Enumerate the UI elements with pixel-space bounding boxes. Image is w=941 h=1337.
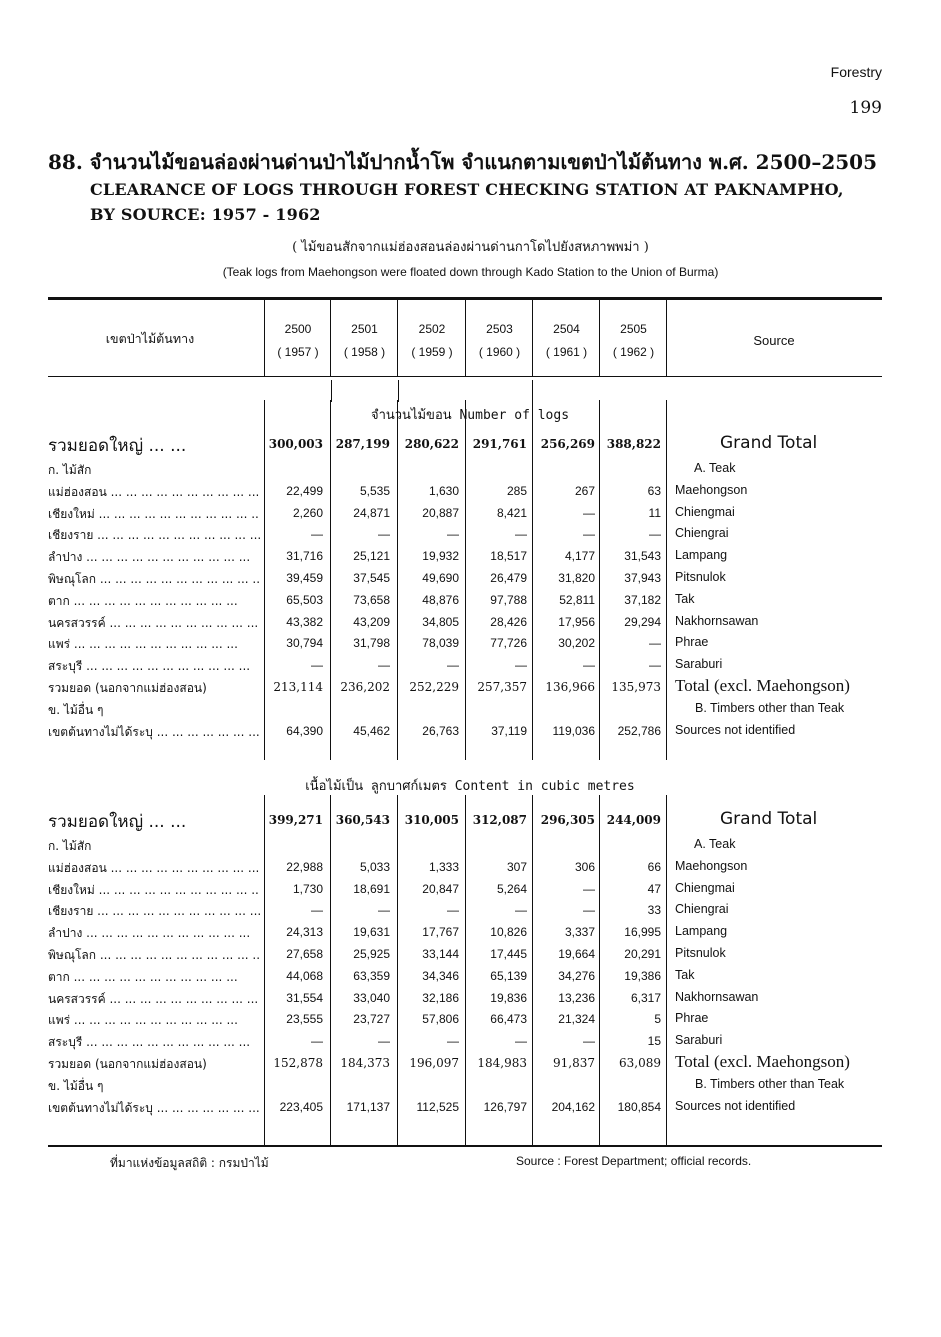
table-row (48, 431, 882, 457)
header-label-column: เขตป่าไม้ต้นทาง (105, 331, 195, 346)
cell-value: 19,386 (624, 969, 661, 983)
cell-value: 19,664 (558, 947, 595, 961)
cell-value: 5,033 (359, 860, 390, 874)
cell-value: 25,121 (353, 549, 390, 563)
cell-value: 11 (648, 506, 661, 520)
header-tick (398, 380, 399, 402)
cell-value: 184,983 (477, 1056, 527, 1070)
cell-value: 33,144 (422, 947, 459, 961)
cell-value: 204,162 (551, 1100, 595, 1114)
row-label-thai: ลำปาง ... . (48, 924, 260, 943)
header-year-be: 2501 (351, 322, 378, 336)
row-source-english: A. Teak (694, 837, 736, 851)
cell-value: 18,517 (490, 549, 527, 563)
cell-value: 37,119 (491, 724, 527, 738)
row-label-thai: แม่ฮ่องสอน ... . (48, 483, 260, 502)
cell-value: 63,359 (353, 969, 390, 983)
row-source-english: Nakhornsawan (675, 990, 759, 1004)
cell-value: 31,798 (353, 636, 390, 650)
cell-value: 64,390 (286, 724, 323, 738)
row-label-thai: ตาก ... . (48, 968, 260, 987)
cell-value: 39,459 (286, 571, 323, 585)
cell-value: — (378, 527, 390, 541)
row-label-thai: เชียงใหม่ ... . (48, 505, 260, 524)
row-source-english: Saraburi (675, 1033, 723, 1047)
row-source-english: Sources not identified (675, 1099, 796, 1113)
cell-value: 3,337 (564, 925, 595, 939)
cell-value: 5,264 (496, 882, 527, 896)
table-row (48, 676, 882, 697)
cell-value: 34,346 (422, 969, 459, 983)
header-year-ce: ( 1959 ) (411, 345, 453, 359)
cell-value: 17,445 (490, 947, 527, 961)
table-title-english-line2: BY SOURCE: 1957 - 1962 (90, 205, 321, 224)
cell-value: — (583, 658, 595, 672)
cell-value: 4,177 (564, 549, 595, 563)
cell-value: — (583, 1034, 595, 1048)
row-source-english: Saraburi (675, 657, 723, 671)
row-label-thai: สระบุรี ... . (48, 1033, 260, 1052)
header-column-divider (532, 300, 533, 376)
row-label-thai: ข. ไม้อื่น ๆ (48, 703, 104, 717)
row-source-english: Phrae (675, 635, 709, 649)
cell-value: 22,499 (286, 484, 323, 498)
row-source-english: B. Timbers other than Teak (695, 1077, 845, 1091)
cell-value: — (515, 527, 527, 541)
row-source-english: A. Teak (694, 461, 736, 475)
cell-value: 388,822 (606, 437, 661, 451)
row-label-thai: รวมยอดใหญ่ ... ... (48, 812, 187, 832)
header-year-be: 2502 (418, 322, 446, 336)
cell-value: — (649, 658, 661, 672)
cell-value: 15 (647, 1034, 661, 1048)
row-label-thai: แพร่ ... . (48, 1011, 260, 1030)
row-label-thai: ข. ไม้อื่น ๆ (48, 1079, 104, 1093)
cell-value: 256,269 (540, 437, 595, 451)
cell-value: 399,271 (268, 813, 323, 827)
cell-value: 22,988 (286, 860, 323, 874)
cell-value: 91,837 (553, 1056, 595, 1070)
cell-value: — (311, 1034, 323, 1048)
header-year-ce: ( 1960 ) (478, 345, 521, 359)
table-row (48, 611, 882, 632)
cell-value: 49,690 (422, 571, 459, 585)
header-tick (532, 380, 533, 402)
row-source-english: Chiengmai (675, 881, 735, 895)
cell-value: 34,276 (558, 969, 595, 983)
cell-value: 310,005 (404, 813, 459, 827)
header-column-divider (264, 300, 265, 376)
row-label-thai: ลำปาง ... . (48, 548, 260, 567)
row-source-english: Lampang (675, 924, 728, 938)
table-row (48, 856, 882, 877)
cell-value: 66 (647, 860, 661, 874)
footer-source-english: Source : Forest Department; official records. (516, 1154, 752, 1168)
cell-value: 13,236 (558, 991, 595, 1005)
cell-value: 126,797 (483, 1100, 527, 1114)
row-label-thai: เชียงราย ... . (48, 902, 260, 921)
cell-value: 252,229 (409, 680, 459, 694)
cell-value: 135,973 (611, 680, 661, 694)
cell-value: 287,199 (335, 437, 390, 451)
row-label-thai: สระบุรี ... . (48, 657, 260, 676)
cell-value: 20,291 (624, 947, 661, 961)
cell-value: 280,622 (404, 437, 459, 451)
header-column-divider (599, 300, 600, 376)
row-label-thai: รวมยอด (นอกจากแม่ฮ่องสอน) (48, 1057, 207, 1071)
row-label-thai: เชียงใหม่ ... . (48, 881, 260, 900)
header-year-be: 2503 (486, 322, 513, 336)
cell-value: 112,525 (416, 1100, 459, 1114)
header-year-ce: ( 1962 ) (612, 345, 655, 359)
cell-value: — (311, 527, 323, 541)
cell-value: 23,727 (353, 1012, 390, 1026)
table-title-thai: 88. จำนวนไม้ขอนล่องผ่านด่านป่าไม้ปากน้ำโพ จำแนกตามเขตป่าไม้ต้นทาง พ.ศ. 2500–2505 (48, 150, 878, 174)
cell-value: 44,068 (286, 969, 323, 983)
cell-value: 312,087 (472, 813, 527, 827)
cell-value: 23,555 (286, 1012, 323, 1026)
cell-value: 63 (647, 484, 661, 498)
cell-value: 17,956 (558, 615, 595, 629)
row-label-thai: เชียงราย ... . (48, 526, 260, 545)
cell-value: 37,182 (624, 593, 661, 607)
row-label-thai: พิษณุโลก ... . (48, 946, 260, 965)
cell-value: 26,479 (490, 571, 527, 585)
cell-value: 21,324 (558, 1012, 595, 1026)
cell-value: — (447, 903, 459, 917)
row-source-english: Chiengmai (675, 505, 735, 519)
cell-value: 65,503 (286, 593, 323, 607)
cell-value: 29,294 (624, 615, 661, 629)
cell-value: — (583, 882, 595, 896)
row-source-english: Grand Total (720, 433, 818, 453)
cell-value: — (378, 1034, 390, 1048)
cell-value: 47 (647, 882, 661, 896)
cell-value: 257,357 (477, 680, 527, 694)
cell-value: 244,009 (606, 813, 661, 827)
table-row (48, 480, 882, 501)
row-source-english: Maehongson (675, 483, 748, 497)
row-source-english: Tak (675, 968, 695, 982)
cell-value: — (447, 658, 459, 672)
cell-value: 66,473 (490, 1012, 527, 1026)
cell-value: 1,630 (428, 484, 459, 498)
table-row (48, 502, 882, 523)
section-heading: จำนวนไม้ขอน Number of logs (370, 408, 570, 423)
cell-value: 26,763 (422, 724, 459, 738)
row-source-english: Tak (675, 592, 695, 606)
header-column-divider (397, 300, 398, 376)
table-bottom-rule (48, 1145, 882, 1147)
row-label-thai: นครสวรรค์ ... . (48, 614, 260, 633)
row-label-thai: นครสวรรค์ ... . (48, 990, 260, 1009)
header-bottom-rule (48, 376, 882, 377)
table-row (48, 834, 882, 855)
row-label-thai: พิษณุโลก ... . (48, 570, 260, 589)
cell-value: 19,836 (490, 991, 527, 1005)
cell-value: 1,730 (292, 882, 323, 896)
table-row (48, 589, 882, 610)
row-source-english: Total (excl. Maehongson) (675, 1052, 850, 1071)
cell-value: 31,554 (286, 991, 323, 1005)
cell-value: — (515, 658, 527, 672)
row-source-english: Phrae (675, 1011, 709, 1025)
cell-value: — (311, 903, 323, 917)
cell-value: 19,631 (353, 925, 390, 939)
cell-value: 33,040 (353, 991, 390, 1005)
cell-value: 24,313 (286, 925, 323, 939)
table-row (48, 965, 882, 986)
table-row (48, 632, 882, 653)
row-source-english: Maehongson (675, 859, 748, 873)
row-label-thai: รวมยอด (นอกจากแม่ฮ่องสอน) (48, 681, 207, 695)
cell-value: 63,089 (619, 1056, 661, 1070)
table-row (48, 720, 882, 741)
row-label-thai: ตาก ... . (48, 592, 260, 611)
cell-value: 223,405 (279, 1100, 323, 1114)
cell-value: 1,333 (428, 860, 459, 874)
cell-value: 32,186 (422, 991, 459, 1005)
cell-value: 31,820 (558, 571, 595, 585)
footer-source-thai: ที่มาแห่งข้อมูลสถิติ : กรมป่าไม้ (110, 1156, 269, 1170)
cell-value: 52,811 (559, 593, 595, 607)
cell-value: — (515, 1034, 527, 1048)
header-year-be: 2505 (620, 322, 647, 336)
cell-value: — (583, 506, 595, 520)
cell-value: 65,139 (490, 969, 527, 983)
cell-value: — (515, 903, 527, 917)
cell-value: — (447, 1034, 459, 1048)
header-year-ce: ( 1957 ) (277, 345, 319, 359)
cell-value: 171,137 (346, 1100, 390, 1114)
header-year-ce: ( 1958 ) (343, 345, 386, 359)
cell-value: 5,535 (359, 484, 390, 498)
cell-value: 25,925 (353, 947, 390, 961)
cell-value: 77,726 (490, 636, 527, 650)
cell-value: 33 (647, 903, 661, 917)
row-source-english: Sources not identified (675, 723, 796, 737)
table-row (48, 654, 882, 675)
table-row (48, 1074, 882, 1095)
table-row (48, 987, 882, 1008)
cell-value: 360,543 (335, 813, 390, 827)
cell-value: — (649, 636, 661, 650)
cell-value: 296,305 (540, 813, 595, 827)
table-row (48, 1052, 882, 1073)
cell-value: 24,871 (353, 506, 390, 520)
header-year-be: 2504 (553, 322, 580, 336)
cell-value: 27,658 (286, 947, 323, 961)
row-source-english: Grand Total (720, 809, 818, 829)
row-source-english: Nakhornsawan (675, 614, 759, 628)
cell-value: 196,097 (409, 1056, 459, 1070)
table-row (48, 878, 882, 899)
row-label-thai: เขตต้นทางไม่ได้ระบุ ... . (48, 1099, 260, 1118)
header-column-divider (465, 300, 466, 376)
table-row (48, 1096, 882, 1117)
cell-value: 236,202 (340, 680, 390, 694)
cell-value: 267 (574, 484, 595, 498)
cell-value: 37,545 (353, 571, 390, 585)
cell-value: — (378, 903, 390, 917)
header-source-column: Source (753, 333, 795, 348)
table-row (48, 567, 882, 588)
cell-value: 18,691 (353, 882, 390, 896)
cell-value: 213,114 (273, 680, 323, 694)
cell-value: 30,794 (286, 636, 323, 650)
cell-value: 252,786 (617, 724, 661, 738)
cell-value: 20,887 (422, 506, 459, 520)
cell-value: 97,788 (490, 593, 527, 607)
header-column-divider (330, 300, 331, 376)
cell-value: 57,806 (422, 1012, 459, 1026)
cell-value: — (649, 527, 661, 541)
cell-value: — (583, 527, 595, 541)
cell-value: 45,462 (353, 724, 390, 738)
cell-value: 285 (506, 484, 527, 498)
cell-value: 16,995 (624, 925, 661, 939)
cell-value: 6,317 (630, 991, 661, 1005)
page-number: 199 (849, 98, 882, 118)
cell-value: 28,426 (490, 615, 527, 629)
table-row (48, 899, 882, 920)
cell-value: 10,826 (490, 925, 527, 939)
table-row (48, 921, 882, 942)
table-row (48, 1008, 882, 1029)
cell-value: 184,373 (340, 1056, 390, 1070)
header-year-be: 2500 (284, 322, 312, 336)
header-year-ce: ( 1961 ) (545, 345, 588, 359)
table-row (48, 523, 882, 544)
cell-value: 300,003 (268, 437, 323, 451)
cell-value: 31,716 (286, 549, 323, 563)
cell-value: 306 (574, 860, 595, 874)
note-english: (Teak logs from Maehongson were floated down through Kado Station to the Union of Burma) (222, 265, 719, 279)
cell-value: 78,039 (422, 636, 459, 650)
cell-value: 2,260 (292, 506, 323, 520)
row-source-english: Total (excl. Maehongson) (675, 676, 850, 695)
row-source-english: B. Timbers other than Teak (695, 701, 845, 715)
cell-value: 37,943 (624, 571, 661, 585)
row-source-english: Pitsnulok (675, 946, 726, 960)
table-row (48, 1030, 882, 1051)
cell-value: 180,854 (617, 1100, 661, 1114)
cell-value: 17,767 (422, 925, 459, 939)
cell-value: — (447, 527, 459, 541)
cell-value: 30,202 (558, 636, 595, 650)
header-tick (331, 380, 332, 402)
cell-value: 43,382 (286, 615, 323, 629)
cell-value: — (311, 658, 323, 672)
table-row (48, 698, 882, 719)
cell-value: — (378, 658, 390, 672)
cell-value: 119,036 (552, 724, 595, 738)
table-row (48, 807, 882, 833)
header-column-divider (666, 300, 667, 376)
table-row (48, 943, 882, 964)
section-heading: เนื้อไม้เป็น ลูกบาศก์เมตร Content in cubic metres (305, 779, 635, 794)
row-label-thai: เขตต้นทางไม่ได้ระบุ ... . (48, 723, 260, 742)
row-label-thai: ก. ไม้สัก (48, 463, 92, 477)
cell-value: 19,932 (422, 549, 459, 563)
row-source-english: Pitsnulok (675, 570, 726, 584)
cell-value: — (583, 903, 595, 917)
table-title-english: CLEARANCE OF LOGS THROUGH FOREST CHECKING STATION AT PAKNAMPHO, (90, 180, 844, 199)
cell-value: 291,761 (472, 437, 527, 451)
row-label-thai: แพร่ ... . (48, 635, 260, 654)
row-label-thai: ก. ไม้สัก (48, 839, 92, 853)
row-source-english: Lampang (675, 548, 728, 562)
row-source-english: Chiengrai (675, 526, 729, 540)
cell-value: 73,658 (353, 593, 390, 607)
cell-value: 8,421 (496, 506, 527, 520)
cell-value: 20,847 (422, 882, 459, 896)
row-label-thai: แม่ฮ่องสอน ... . (48, 859, 260, 878)
running-header: Forestry (830, 64, 882, 80)
cell-value: 152,878 (273, 1056, 323, 1070)
cell-value: 307 (506, 860, 527, 874)
cell-value: 5 (654, 1012, 661, 1026)
note-thai: ( ไม้ขอนสักจากแม่ฮ่องสอนล่องผ่านด่านกาโดไปยังสหภาพพม่า ) (292, 240, 649, 255)
cell-value: 31,543 (624, 549, 661, 563)
cell-value: 43,209 (353, 615, 390, 629)
cell-value: 34,805 (422, 615, 459, 629)
table-row (48, 458, 882, 479)
cell-value: 136,966 (545, 680, 595, 694)
row-label-thai: รวมยอดใหญ่ ... ... (48, 436, 187, 456)
table-row (48, 545, 882, 566)
cell-value: 48,876 (422, 593, 459, 607)
row-source-english: Chiengrai (675, 902, 729, 916)
